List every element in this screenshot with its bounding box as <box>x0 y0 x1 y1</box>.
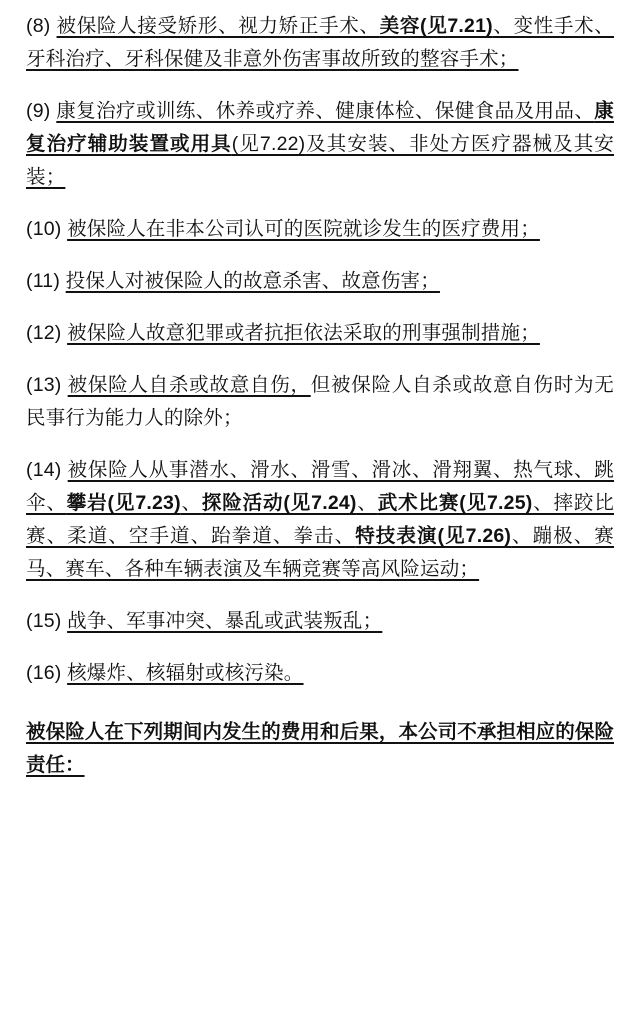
clause-paragraph <box>26 10 614 76</box>
clause-list <box>26 10 614 690</box>
text-segment: 但被保险人自杀或故意自伤时为无民事行为能力人的除外； <box>26 374 614 429</box>
text-segment: 核爆炸、核辐射或核污染。 <box>67 662 304 684</box>
text-segment: 、 <box>356 492 378 514</box>
text-segment: 被保险人从事潜水、滑水、滑雪、滑冰、滑翔翼、热气球、跳伞、 <box>26 459 614 514</box>
text-segment: 及其安装、非处方医疗器械及其安装； <box>26 133 614 188</box>
clause-paragraph <box>26 95 614 194</box>
text-segment: 被保险人在非本公司认可的医院就诊发生的医疗费用； <box>67 218 540 240</box>
clause-marker: (16) <box>26 662 68 684</box>
clause-marker: (11) <box>26 270 66 292</box>
clause-paragraph <box>26 454 614 586</box>
text-segment: 被保险人故意犯罪或者抗拒依法采取的刑事强制措施； <box>67 322 540 344</box>
clause-marker: (10) <box>26 218 68 240</box>
clause-marker: (9) <box>26 100 57 122</box>
text-segment: 投保人对被保险人的故意杀害、故意伤害； <box>65 270 440 292</box>
clause-paragraph <box>26 369 614 435</box>
clause-marker: (13) <box>26 374 68 396</box>
text-segment: 、 <box>180 492 202 514</box>
text-segment: 探险活动(见7.24) <box>201 492 357 514</box>
text-segment: 攀岩(见7.23) <box>66 492 181 514</box>
section-divider <box>26 690 614 716</box>
text-segment: 特技表演(见7.26) <box>355 525 512 547</box>
text-segment: 武术比赛(见7.25) <box>377 492 533 514</box>
clause-paragraph <box>26 657 614 690</box>
text-segment: 战争、军事冲突、暴乱或武装叛乱； <box>67 610 383 632</box>
clause-paragraph <box>26 317 614 350</box>
clause-marker: (8) <box>26 15 57 37</box>
text-segment: 被保险人接受矫形、视力矫正手术、 <box>56 15 380 37</box>
text-segment: (见7.22) <box>231 133 306 155</box>
text-segment: 被保险人自杀或故意自伤， <box>67 374 311 396</box>
clause-paragraph <box>26 265 614 298</box>
text-segment: 本公司不承担相应的保险责任： <box>26 721 614 776</box>
text-segment: 、摔跤比赛、柔道、空手道、跆拳道、拳击、 <box>26 492 615 547</box>
clause-marker: (12) <box>26 322 68 344</box>
clause-paragraph <box>26 605 614 638</box>
text-segment: 美容(见7.21) <box>379 15 493 37</box>
text-segment: 康复治疗辅助装置或用具 <box>26 100 614 155</box>
clause-paragraph <box>26 213 614 246</box>
text-segment: 、蹦极、赛马、赛车、各种车辆表演及车辆竞赛等高风险运动； <box>26 525 615 580</box>
closing-paragraph <box>26 716 614 782</box>
clause-marker: (15) <box>26 610 68 632</box>
text-segment: 、变性手术、牙科治疗、牙科保健及非意外伤害事故所致的整容手术； <box>26 15 614 70</box>
text-segment: 康复治疗或训练、休养或疗养、健康体检、保健食品及用品、 <box>56 100 595 122</box>
clause-marker: (14) <box>26 459 68 481</box>
text-segment: 被保险人在下列期间内发生的费用和后果， <box>26 721 399 743</box>
